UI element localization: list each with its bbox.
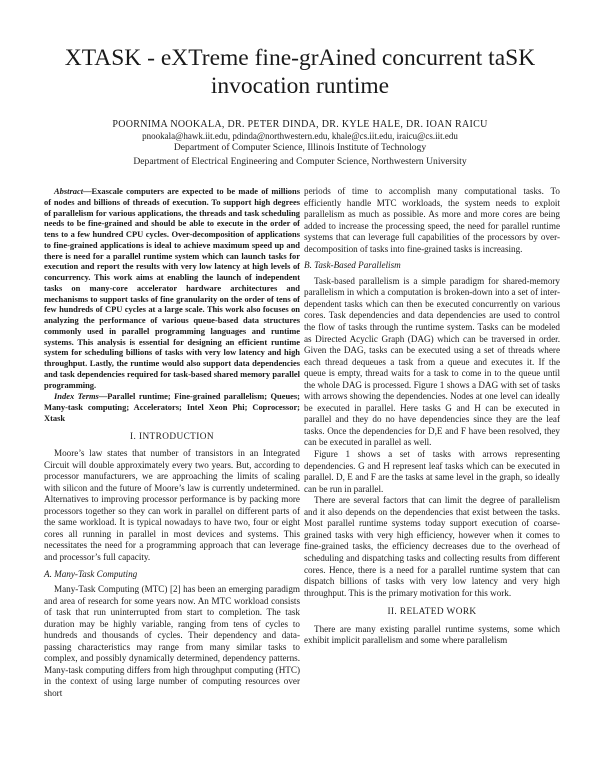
many-task-computing-paragraph: Many-Task Computing (MTC) [2] has been an emerging paradigm and area of research for some years now. An MTC workload consists of task that run uninterrupted from start to completion. The task duration may be highly variable, ranging from tens of cycles to hundreds and thousands of cycles. Their dependency and data-passing characteristics may range from many similar tasks to complex, and possibly dynamically determined, dependency patterns. Many-task computing differs from high throughput computing (HTC) in the context of using large number of computing resources over short [44, 584, 300, 698]
related-work-paragraph: There are many existing parallel runtime systems, some which exhibit implicit parallelism and some where parallelism [304, 623, 560, 646]
index-terms-text: —Parallel runtime; Fine-grained parallelism; Queues; Many-task computing; Accelerators; Intel Xeon Phi; Coprocessor; Xtask [44, 391, 300, 423]
abstract [44, 186, 300, 390]
many-task-computing-heading: A. Many-Task Computing [44, 568, 138, 579]
affiliation-northwestern: Department of Electrical Engineering and Computer Science, Northwestern University [133, 156, 467, 167]
author-list: POORNIMA NOOKALA, DR. PETER DINDA, DR. KYLE HALE, DR. IOAN RAICU [112, 119, 488, 130]
index-terms [44, 391, 300, 423]
introduction-heading: I. INTRODUCTION [130, 431, 214, 442]
affiliation-iit: Department of Computer Science, Illinois Institute of Technology [173, 142, 427, 153]
many-task-computing-paragraph-continued: periods of time to accomplish many computational tasks. To efficiently handle MTC workloads, the system needs to exploit parallelism as much as possible. As more and more cores are being added to increase the processing speed, the need for parallel runtime systems that can leverage full capabilities of the processors by over-decomposition of tasks into fine-grained tasks is increasing. [304, 186, 560, 254]
author-emails: pnookala@hawk.iit.edu, pdinda@northwestern.edu, khale@cs.iit.edu, iraicu@cs.iit.edu [142, 131, 458, 141]
task-based-parallelism-paragraph-2: Figure 1 shows a set of tasks with arrows representing dependencies. G and H represent leaf tasks which can be executed in parallel. D, E and F are the tasks at same level in the graph, so ideally can be run in parallel. [304, 449, 560, 494]
task-based-parallelism-heading: B. Task-Based Parallelism [304, 260, 401, 271]
introduction-paragraph: Moore’s law states that number of transistors in an Integrated Circuit will double approximately every two years. But, according to processor manufacturers, we are approaching the limits of scaling with silicon and the future of Moore’s law is currently undetermined. Alternatives to improving processor performance is by packing more processors together so they can work in parallel on different parts of the same workload. It is typical nowadays to have two, four or eight cores all running in parallel in most devices and systems. This necessitates the need for a programming approach that can leverage and processor’s full capacity. [44, 448, 300, 562]
related-work-heading: II. RELATED WORK [387, 607, 477, 618]
index-terms-label: Index Terms [54, 391, 99, 402]
right-column [304, 186, 560, 647]
paper-title: XTASK - eXTreme fine-grAined concurrent taSK invocation runtime [64, 45, 536, 99]
left-column [44, 186, 300, 700]
abstract-label: Abstract [54, 186, 84, 196]
task-based-parallelism-paragraph-3: There are several factors that can limit the degree of parallelism and it also depends on the dependencies that exist between the tasks. Most parallel runtime systems today support execution of coarse-grained tasks with very high efficiency, however when it comes to fine-grained tasks, the efficiency decreases due to the overhead of scheduling and dispatching tasks and collecting results from different cores. Hence, there is a need for a parallel runtime system that can dispatch billions of tasks with very low latency and very high throughput. This is the primary motivation for this work. [304, 495, 560, 598]
abstract-text: —Exascale computers are expected to be made of millions of nodes and billions of threads of execution. To support high degrees of parallelism for various applications, the threads and task scheduling needs to be fine-grained and should be able to execute in the order of tens to a few hundred CPU cycles. Over-decomposition of applications to fine-grained applications is ideal to achieve maximum speed up and there is need for a parallel runtime system which can launch tasks for execution and report the results with very low latency at high levels of concurrency. This work aims at enabling the launch of independent tasks on many-core accelerator hardware architectures and mechanisms to support tasks of fine granularity on the order of tens of few hundreds of CPU cycles at a large scale. This work also focuses on analyzing the performance of various queue-based data structures commonly used in parallel programming languages and runtime systems. This analysis is essential for designing an efficient runtime system for scheduling billions of tasks with very low latency and high throughput. Lastly, the runtime would also support data dependencies and task dependencies required for task-based shared memory parallel programming. [44, 186, 300, 390]
task-based-parallelism-paragraph-1: Task-based parallelism is a simple paradigm for shared-memory parallelism in which a computation is broken-down into a set of inter-dependent tasks which can then be executed concurrently on various cores. Task dependencies and data dependencies are used to control the flow of tasks through the runtime system. Tasks can be modeled as Directed Acyclic Graph (DAG) which can be traversed in order. Given the DAG, tasks can be executed using a set of threads where each thread dequeues a task from a queue and executes it. If the queue is empty, thread waits for a task to come in to the queue until the whole DAG is processed. Figure 1 shows a DAG with set of tasks with arrows showing the dependencies. Nodes at one level can ideally be executed in parallel. Here tasks G and H can be executed in parallel and they do no have dependencies since they are the leaf tasks. Once the dependencies for D,E and F have been resolved, they can be executed in parallel as well. [304, 275, 560, 448]
